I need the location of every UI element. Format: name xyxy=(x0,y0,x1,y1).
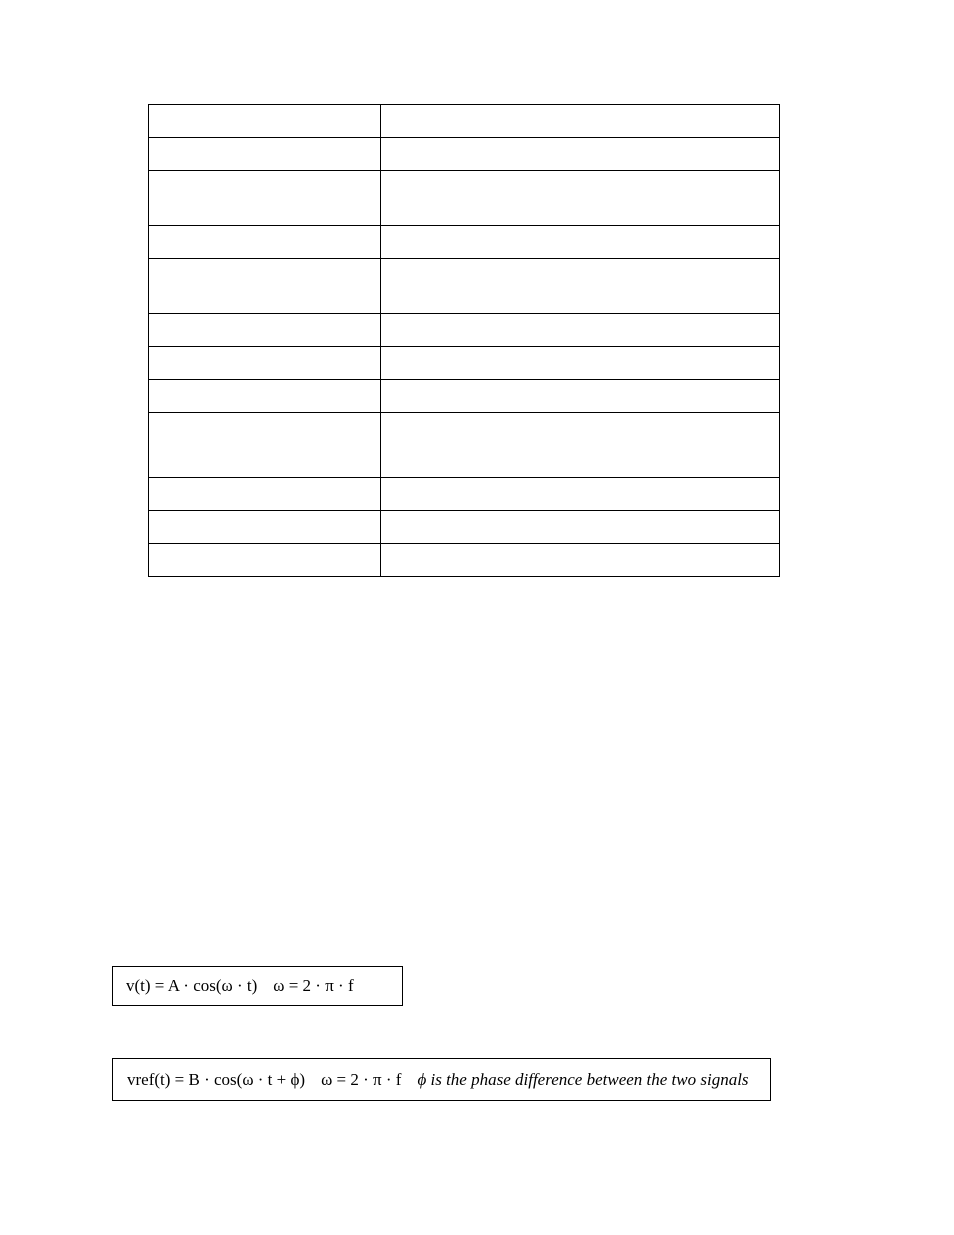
reference-omega-equation: ω = 2 · π · f xyxy=(321,1069,402,1089)
table-cell-right xyxy=(381,413,780,478)
table-row xyxy=(149,511,780,544)
table-cell-left xyxy=(149,544,381,577)
table-row xyxy=(149,478,780,511)
phase-difference-note: ϕ is the phase difference between the two signals xyxy=(417,1069,749,1089)
table-cell-right xyxy=(381,171,780,226)
table-cell-right xyxy=(381,259,780,314)
table-cell-right xyxy=(381,138,780,171)
blank-data-table xyxy=(148,104,780,577)
table-row xyxy=(149,347,780,380)
table-cell-right xyxy=(381,105,780,138)
table-cell-right xyxy=(381,511,780,544)
table-row xyxy=(149,413,780,478)
table-cell-left xyxy=(149,138,381,171)
table-cell-left xyxy=(149,380,381,413)
table-cell-left xyxy=(149,347,381,380)
table-cell-left xyxy=(149,413,381,478)
table-cell-left xyxy=(149,478,381,511)
table-row xyxy=(149,226,780,259)
table-row xyxy=(149,259,780,314)
table-row xyxy=(149,138,780,171)
signal-omega-equation: ω = 2 · π · f xyxy=(273,976,354,995)
table-cell-right xyxy=(381,544,780,577)
table-cell-right xyxy=(381,347,780,380)
table-cell-right xyxy=(381,380,780,413)
signal-formula-box xyxy=(112,966,403,1006)
table-row xyxy=(149,544,780,577)
table-cell-right xyxy=(381,314,780,347)
table-row xyxy=(149,380,780,413)
table-cell-right xyxy=(381,478,780,511)
table-row xyxy=(149,171,780,226)
table-cell-left xyxy=(149,171,381,226)
table-cell-left xyxy=(149,314,381,347)
table-cell-left xyxy=(149,226,381,259)
reference-formula-box xyxy=(112,1058,771,1101)
table-cell-left xyxy=(149,259,381,314)
table-cell-right xyxy=(381,226,780,259)
table-cell-left xyxy=(149,511,381,544)
table-cell-left xyxy=(149,105,381,138)
table-row xyxy=(149,314,780,347)
table-row xyxy=(149,105,780,138)
signal-equation: v(t) = A · cos(ω · t) xyxy=(126,976,258,995)
table-body xyxy=(149,105,780,577)
reference-equation: vref(t) = B · cos(ω · t + ϕ) xyxy=(127,1069,306,1089)
